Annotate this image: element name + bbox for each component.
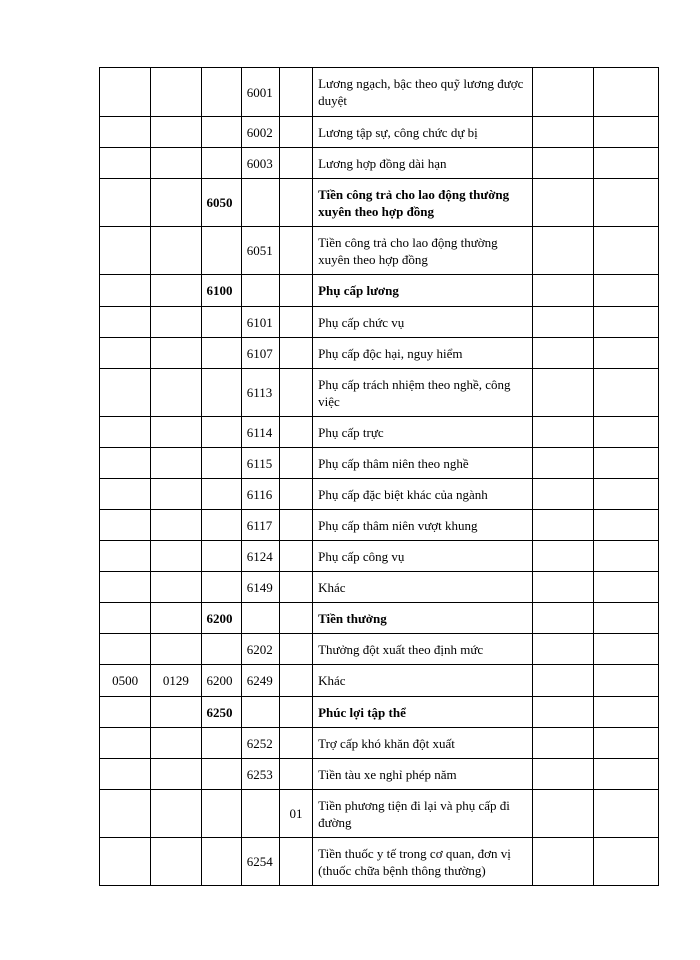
empty-cell-8 [593, 417, 658, 448]
section-code-cell [201, 790, 241, 838]
item-name-cell: Phụ cấp thâm niên vượt khung [313, 510, 533, 541]
sector-code-cell [151, 369, 201, 417]
empty-cell-8 [593, 275, 658, 307]
table-row [100, 227, 659, 275]
table-row [100, 307, 659, 338]
empty-cell-8 [593, 179, 658, 227]
table-row [100, 68, 659, 117]
item-name-cell: Tiền tàu xe nghỉ phép năm [313, 759, 533, 790]
empty-cell-8 [593, 572, 658, 603]
chapter-code-cell [100, 448, 151, 479]
table-row [100, 479, 659, 510]
item-name-cell: Lương ngạch, bậc theo quỹ lương được duyệt [313, 68, 533, 117]
section-code-cell [201, 572, 241, 603]
empty-cell-8 [593, 665, 658, 697]
subitem-code-cell [279, 759, 312, 790]
section-code-cell [201, 510, 241, 541]
item-name-cell: Lương tập sự, công chức dự bị [313, 117, 533, 148]
section-code-cell: 6200 [201, 603, 241, 634]
sector-code-cell [151, 697, 201, 728]
subitem-code-cell [279, 665, 312, 697]
subitem-code-cell [279, 572, 312, 603]
empty-cell-8 [593, 148, 658, 179]
item-name-cell: Tiền thưởng [313, 603, 533, 634]
item-name-cell: Phụ cấp trách nhiệm theo nghề, công việc [313, 369, 533, 417]
item-code-cell [241, 790, 279, 838]
section-code-cell: 6200 [201, 665, 241, 697]
table-row [100, 634, 659, 665]
item-code-cell: 6101 [241, 307, 279, 338]
item-name-cell: Phụ cấp độc hại, nguy hiểm [313, 338, 533, 369]
sector-code-cell [151, 338, 201, 369]
chapter-code-cell [100, 541, 151, 572]
chapter-code-cell [100, 697, 151, 728]
subitem-code-cell [279, 838, 312, 886]
chapter-code-cell [100, 117, 151, 148]
subitem-code-cell [279, 117, 312, 148]
empty-cell-8 [593, 510, 658, 541]
section-code-cell [201, 68, 241, 117]
item-code-cell: 6114 [241, 417, 279, 448]
empty-cell-7 [533, 510, 593, 541]
empty-cell-8 [593, 759, 658, 790]
item-name-cell: Khác [313, 665, 533, 697]
empty-cell-7 [533, 603, 593, 634]
chapter-code-cell: 0500 [100, 665, 151, 697]
item-code-cell: 6202 [241, 634, 279, 665]
section-code-cell [201, 369, 241, 417]
table-row [100, 728, 659, 759]
item-name-cell: Phúc lợi tập thể [313, 697, 533, 728]
item-code-cell: 6252 [241, 728, 279, 759]
empty-cell-7 [533, 790, 593, 838]
table-row [100, 759, 659, 790]
sector-code-cell [151, 572, 201, 603]
item-name-cell: Phụ cấp trực [313, 417, 533, 448]
item-name-cell: Tiền công trả cho lao động thường xuyên theo hợp đồng [313, 227, 533, 275]
sector-code-cell [151, 307, 201, 338]
subitem-code-cell [279, 307, 312, 338]
item-name-cell: Phụ cấp công vụ [313, 541, 533, 572]
table-row [100, 448, 659, 479]
sector-code-cell [151, 275, 201, 307]
chapter-code-cell [100, 479, 151, 510]
empty-cell-8 [593, 117, 658, 148]
chapter-code-cell [100, 369, 151, 417]
table-row [100, 510, 659, 541]
sector-code-cell [151, 117, 201, 148]
empty-cell-7 [533, 307, 593, 338]
section-code-cell [201, 338, 241, 369]
section-code-cell [201, 728, 241, 759]
section-code-cell [201, 479, 241, 510]
sector-code-cell [151, 759, 201, 790]
item-code-cell: 6003 [241, 148, 279, 179]
sector-code-cell [151, 634, 201, 665]
empty-cell-8 [593, 369, 658, 417]
section-code-cell [201, 448, 241, 479]
section-code-cell [201, 838, 241, 886]
table-row [100, 338, 659, 369]
section-code-cell: 6250 [201, 697, 241, 728]
subitem-code-cell [279, 68, 312, 117]
subitem-code-cell [279, 697, 312, 728]
chapter-code-cell [100, 148, 151, 179]
section-code-cell [201, 227, 241, 275]
section-code-cell [201, 307, 241, 338]
sector-code-cell [151, 541, 201, 572]
table-row [100, 697, 659, 728]
chapter-code-cell [100, 759, 151, 790]
table-row [100, 838, 659, 886]
item-name-cell: Tiền thuốc y tế trong cơ quan, đơn vị (thuốc chữa bệnh thông thường) [313, 838, 533, 886]
subitem-code-cell [279, 369, 312, 417]
sector-code-cell [151, 603, 201, 634]
item-name-cell: Phụ cấp lương [313, 275, 533, 307]
subitem-code-cell [279, 510, 312, 541]
chapter-code-cell [100, 275, 151, 307]
empty-cell-7 [533, 697, 593, 728]
empty-cell-8 [593, 603, 658, 634]
sector-code-cell [151, 790, 201, 838]
empty-cell-7 [533, 665, 593, 697]
sector-code-cell [151, 227, 201, 275]
item-code-cell [241, 179, 279, 227]
item-name-cell: Lương hợp đồng dài hạn [313, 148, 533, 179]
sector-code-cell [151, 68, 201, 117]
empty-cell-7 [533, 227, 593, 275]
item-name-cell: Phụ cấp chức vụ [313, 307, 533, 338]
subitem-code-cell [279, 148, 312, 179]
subitem-code-cell [279, 479, 312, 510]
table-row [100, 179, 659, 227]
item-name-cell: Tiền công trả cho lao động thường xuyên theo hợp đồng [313, 179, 533, 227]
empty-cell-8 [593, 790, 658, 838]
item-code-cell: 6113 [241, 369, 279, 417]
item-code-cell: 6117 [241, 510, 279, 541]
chapter-code-cell [100, 227, 151, 275]
subitem-code-cell [279, 179, 312, 227]
empty-cell-8 [593, 697, 658, 728]
subitem-code-cell [279, 728, 312, 759]
section-code-cell [201, 148, 241, 179]
subitem-code-cell [279, 338, 312, 369]
table-row [100, 790, 659, 838]
chapter-code-cell [100, 307, 151, 338]
chapter-code-cell [100, 790, 151, 838]
subitem-code-cell [279, 541, 312, 572]
item-code-cell: 6001 [241, 68, 279, 117]
item-name-cell: Thưởng đột xuất theo định mức [313, 634, 533, 665]
chapter-code-cell [100, 179, 151, 227]
empty-cell-7 [533, 148, 593, 179]
sector-code-cell [151, 148, 201, 179]
subitem-code-cell: 01 [279, 790, 312, 838]
sector-code-cell [151, 448, 201, 479]
sector-code-cell [151, 179, 201, 227]
table-row [100, 275, 659, 307]
empty-cell-7 [533, 572, 593, 603]
table-row [100, 603, 659, 634]
budget-code-table [99, 67, 659, 886]
table-row [100, 541, 659, 572]
empty-cell-8 [593, 338, 658, 369]
section-code-cell [201, 634, 241, 665]
empty-cell-7 [533, 759, 593, 790]
chapter-code-cell [100, 603, 151, 634]
item-code-cell: 6107 [241, 338, 279, 369]
empty-cell-8 [593, 68, 658, 117]
section-code-cell [201, 541, 241, 572]
subitem-code-cell [279, 417, 312, 448]
empty-cell-7 [533, 338, 593, 369]
sector-code-cell [151, 728, 201, 759]
empty-cell-8 [593, 479, 658, 510]
empty-cell-7 [533, 838, 593, 886]
item-code-cell [241, 275, 279, 307]
item-name-cell: Phụ cấp thâm niên theo nghề [313, 448, 533, 479]
sector-code-cell [151, 479, 201, 510]
item-code-cell: 6254 [241, 838, 279, 886]
empty-cell-7 [533, 369, 593, 417]
item-name-cell: Khác [313, 572, 533, 603]
empty-cell-7 [533, 728, 593, 759]
table-row [100, 572, 659, 603]
chapter-code-cell [100, 68, 151, 117]
empty-cell-8 [593, 541, 658, 572]
empty-cell-8 [593, 448, 658, 479]
table-row [100, 417, 659, 448]
subitem-code-cell [279, 603, 312, 634]
item-name-cell: Trợ cấp khó khăn đột xuất [313, 728, 533, 759]
item-code-cell: 6124 [241, 541, 279, 572]
table-row [100, 148, 659, 179]
chapter-code-cell [100, 338, 151, 369]
subitem-code-cell [279, 227, 312, 275]
chapter-code-cell [100, 728, 151, 759]
table-row [100, 665, 659, 697]
empty-cell-7 [533, 448, 593, 479]
chapter-code-cell [100, 634, 151, 665]
item-code-cell: 6249 [241, 665, 279, 697]
item-code-cell: 6051 [241, 227, 279, 275]
item-name-cell: Tiền phương tiện đi lại và phụ cấp đi đường [313, 790, 533, 838]
empty-cell-7 [533, 68, 593, 117]
empty-cell-8 [593, 227, 658, 275]
item-code-cell: 6002 [241, 117, 279, 148]
section-code-cell: 6100 [201, 275, 241, 307]
empty-cell-8 [593, 728, 658, 759]
chapter-code-cell [100, 510, 151, 541]
empty-cell-7 [533, 117, 593, 148]
item-name-cell: Phụ cấp đặc biệt khác của ngành [313, 479, 533, 510]
item-code-cell [241, 603, 279, 634]
item-code-cell: 6149 [241, 572, 279, 603]
sector-code-cell [151, 838, 201, 886]
empty-cell-7 [533, 417, 593, 448]
sector-code-cell [151, 510, 201, 541]
empty-cell-7 [533, 479, 593, 510]
chapter-code-cell [100, 417, 151, 448]
empty-cell-7 [533, 541, 593, 572]
subitem-code-cell [279, 634, 312, 665]
sector-code-cell: 0129 [151, 665, 201, 697]
item-code-cell [241, 697, 279, 728]
subitem-code-cell [279, 448, 312, 479]
empty-cell-8 [593, 634, 658, 665]
empty-cell-8 [593, 307, 658, 338]
section-code-cell [201, 759, 241, 790]
table-row [100, 117, 659, 148]
subitem-code-cell [279, 275, 312, 307]
empty-cell-7 [533, 179, 593, 227]
section-code-cell: 6050 [201, 179, 241, 227]
item-code-cell: 6116 [241, 479, 279, 510]
section-code-cell [201, 417, 241, 448]
empty-cell-7 [533, 634, 593, 665]
table-body [100, 68, 659, 886]
chapter-code-cell [100, 838, 151, 886]
item-code-cell: 6115 [241, 448, 279, 479]
section-code-cell [201, 117, 241, 148]
sector-code-cell [151, 417, 201, 448]
item-code-cell: 6253 [241, 759, 279, 790]
empty-cell-7 [533, 275, 593, 307]
chapter-code-cell [100, 572, 151, 603]
empty-cell-8 [593, 838, 658, 886]
table-row [100, 369, 659, 417]
